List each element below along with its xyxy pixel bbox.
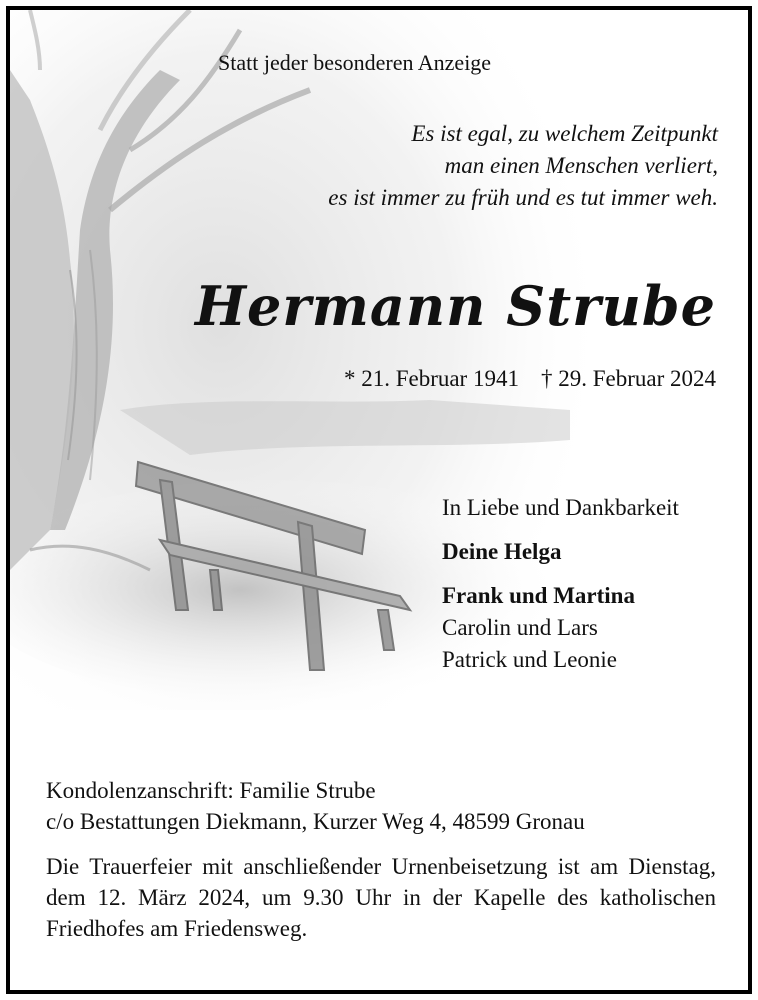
mourner-name: Frank und Martina xyxy=(442,583,635,608)
mourner-name: Patrick und Leonie xyxy=(442,647,618,672)
death-date: † 29. Februar 2024 xyxy=(540,366,716,391)
quote-line: es ist immer zu früh und es tut immer weh. xyxy=(328,185,718,210)
quote-line: man einen Menschen verliert, xyxy=(444,153,718,178)
footer-info xyxy=(46,775,716,944)
mourners-block xyxy=(442,492,679,676)
condolence-address-line: Kondolenzanschrift: Familie Strube xyxy=(46,778,376,803)
signoff-intro: In Liebe und Dankbarkeit xyxy=(442,495,679,520)
quote-line: Es ist egal, zu welchem Zeitpunkt xyxy=(411,121,718,146)
ceremony-notice: Die Trauerfeier mit anschließender Urnenbeisetzung ist am Dienstag, dem 12. März 2024, um 9.30 Uhr in der Kapelle des katholischen Friedhofes am Friedensweg. xyxy=(46,854,716,941)
deceased-name: Hermann Strube xyxy=(194,274,716,338)
birth-date: * 21. Februar 1941 xyxy=(343,366,519,391)
header-notice: Statt jeder besonderen Anzeige xyxy=(218,50,492,75)
mourner-name: Deine Helga xyxy=(442,539,562,564)
obituary-frame xyxy=(6,6,752,994)
memorial-quote xyxy=(328,118,718,214)
life-dates xyxy=(344,366,716,392)
condolence-address-line: c/o Bestattungen Diekmann, Kurzer Weg 4, 48599 Gronau xyxy=(46,809,585,834)
mourner-name: Carolin und Lars xyxy=(442,615,598,640)
